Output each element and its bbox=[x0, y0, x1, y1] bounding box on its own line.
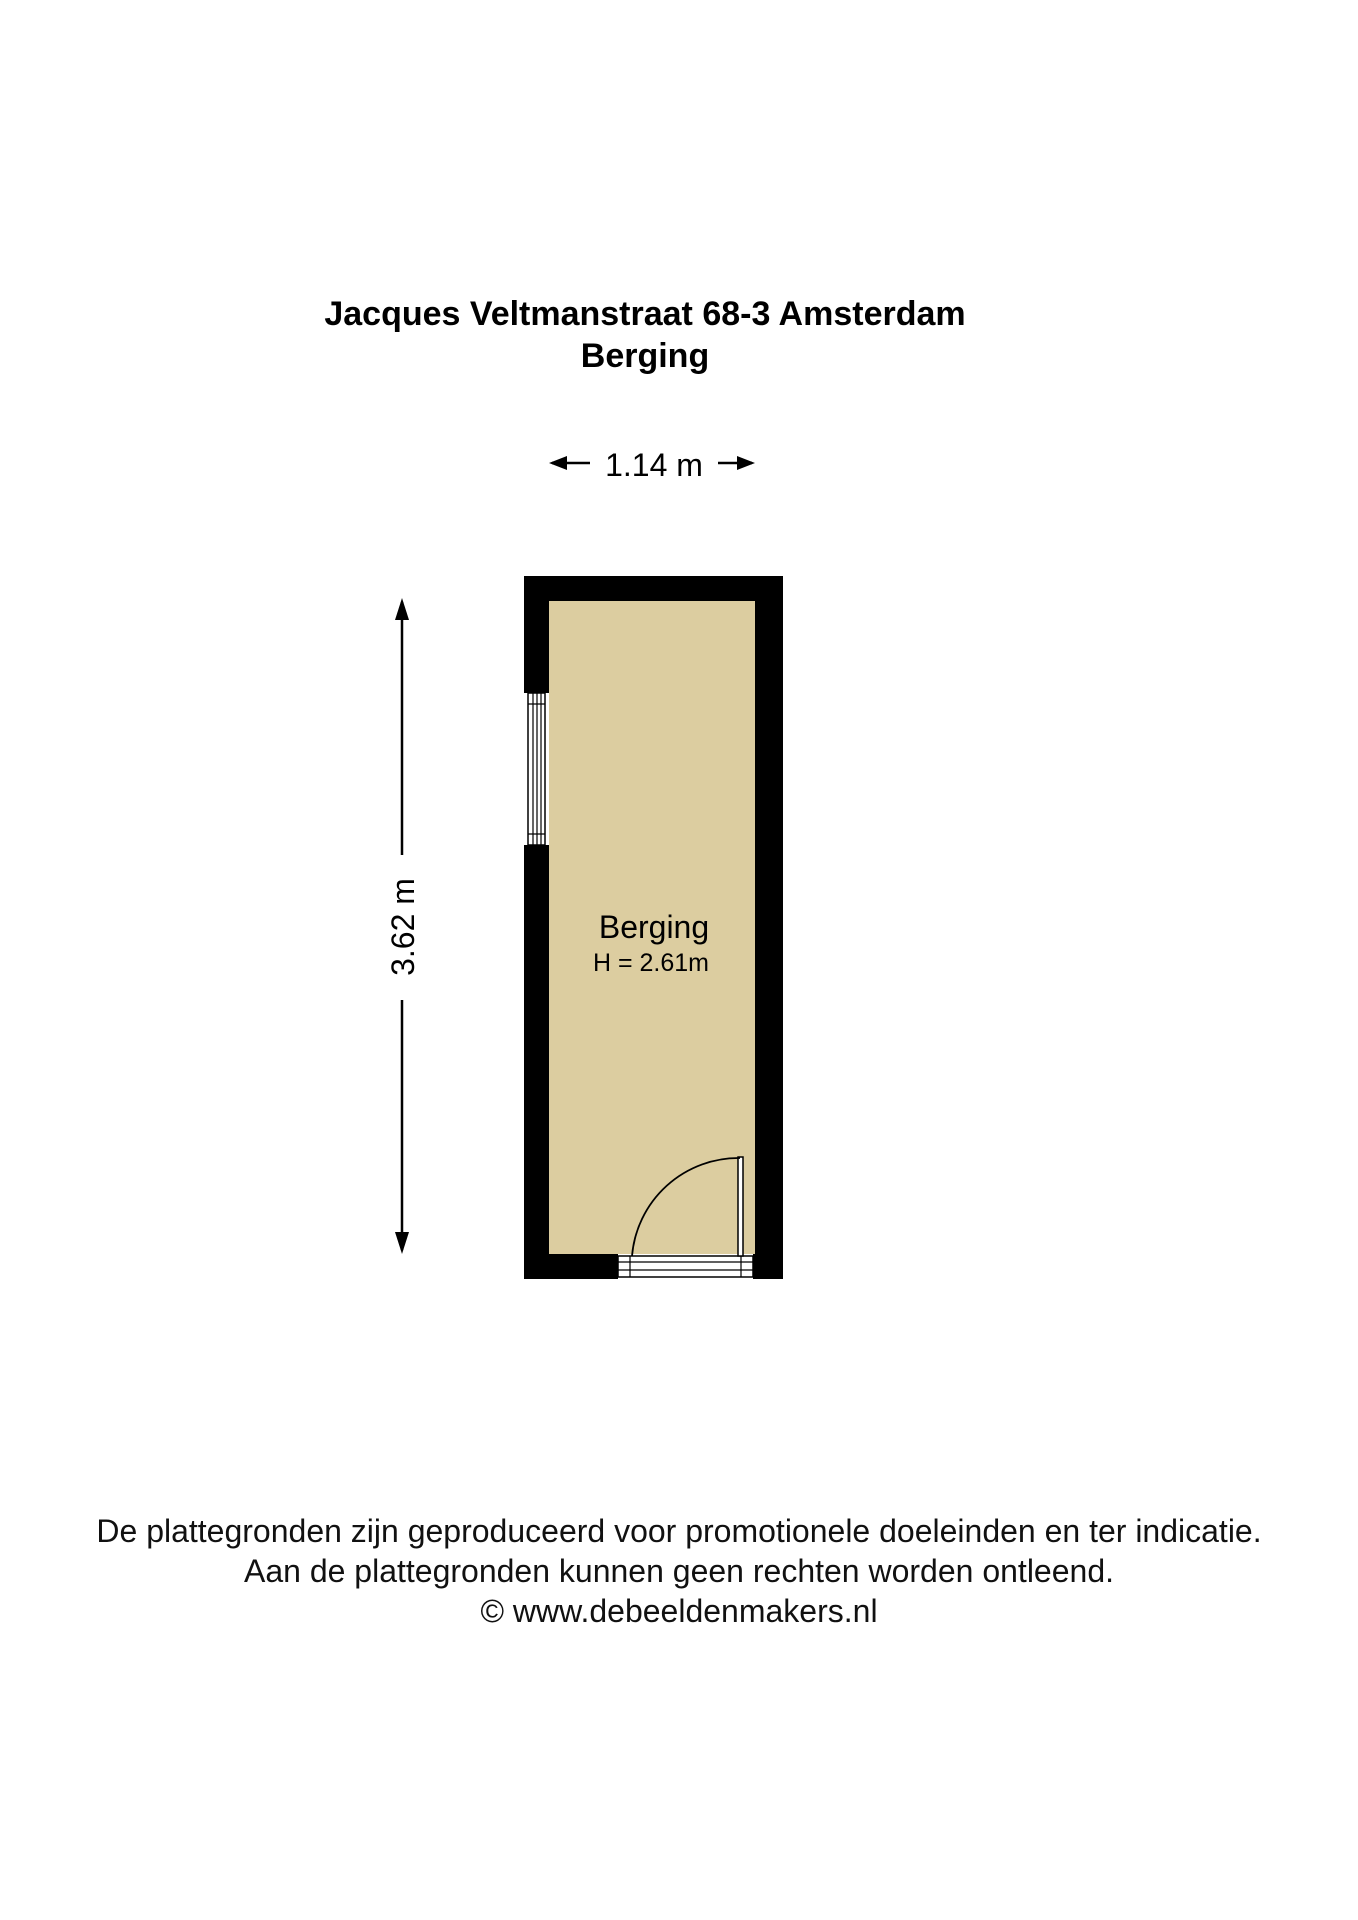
wall-bottom-right bbox=[753, 1254, 783, 1279]
wall-left-lower bbox=[524, 845, 549, 1279]
plan-subtitle: Berging bbox=[580, 337, 710, 375]
room-height-label: H = 2.61m bbox=[592, 949, 710, 977]
width-label: 1.14 m bbox=[605, 447, 703, 483]
wall-top bbox=[524, 576, 783, 601]
plan-title: Jacques Veltmanstraat 68-3 Amsterdam bbox=[324, 295, 966, 333]
height-dimension bbox=[385, 598, 421, 1254]
arrow-down-icon bbox=[395, 1232, 409, 1254]
arrow-right-icon bbox=[737, 456, 755, 470]
wall-left-upper bbox=[524, 576, 549, 693]
disclaimer-line-1: De plattegronden zijn geproduceerd voor promotionele doeleinden en ter indicatie. bbox=[96, 1513, 1262, 1549]
arrow-left-icon bbox=[549, 456, 567, 470]
room-name-label: Berging bbox=[598, 909, 710, 945]
height-label: 3.62 m bbox=[385, 878, 421, 976]
door-leaf bbox=[738, 1157, 743, 1256]
copyright-line: © www.debeeldenmakers.nl bbox=[480, 1593, 878, 1629]
arrow-up-icon bbox=[395, 598, 409, 620]
disclaimer-line-2: Aan de plattegronden kunnen geen rechten worden ontleend. bbox=[243, 1553, 1114, 1589]
window bbox=[528, 693, 545, 845]
width-dimension bbox=[549, 447, 755, 483]
wall-bottom-left bbox=[524, 1254, 618, 1279]
wall-right bbox=[755, 576, 783, 1279]
